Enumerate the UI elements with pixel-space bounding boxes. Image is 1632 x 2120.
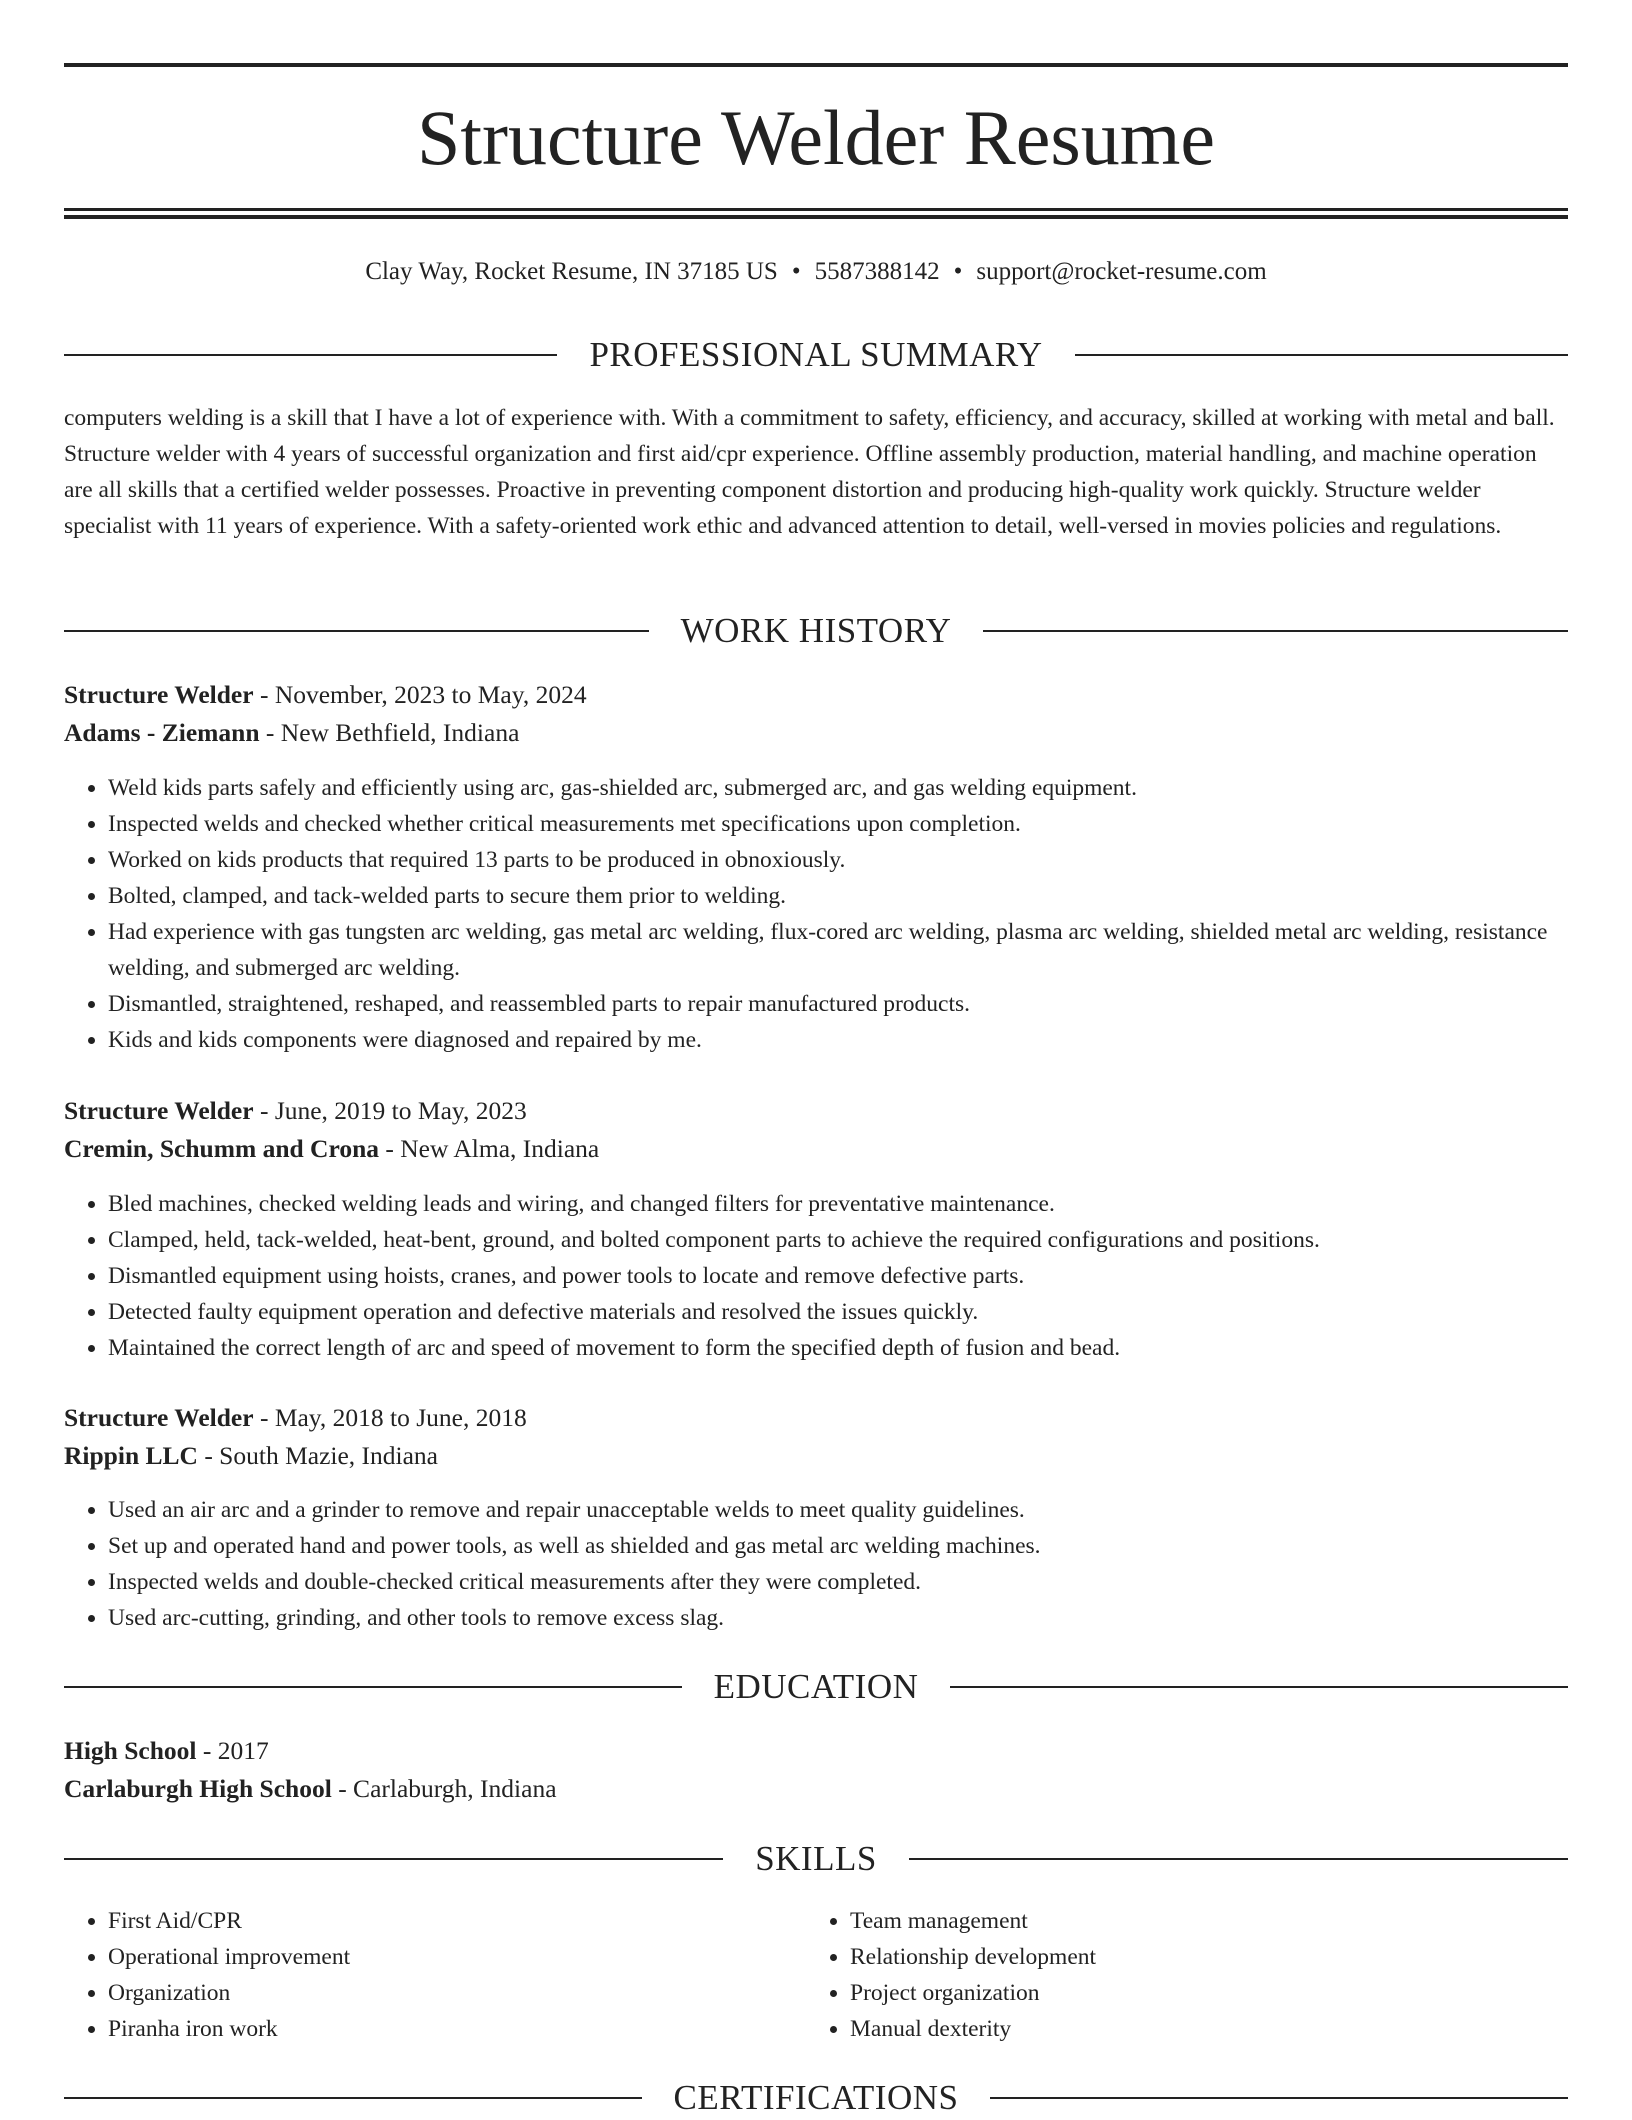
section-title-work: WORK HISTORY: [680, 611, 952, 650]
section-rule-left: [64, 1686, 682, 1688]
section-rule-left: [64, 354, 557, 356]
list-item: • Manual dexterity: [850, 2011, 1506, 2047]
education-location: - Carlaburgh, Indiana: [331, 1774, 557, 1803]
job-dates: - June, 2019 to May, 2023: [253, 1096, 527, 1125]
list-item: • Project organization: [850, 1975, 1506, 2011]
summary-text: computers welding is a skill that I have a lot of experience with. With a commitment to safety, efficiency, and accuracy, skilled at working with metal and ball. Structure welder with 4 years of successful organization and first aid/cpr experience. Offline assembly production, material handling, and machine operation are all skills that a certified welder possesses. Proactive in preventing component distortion and producing high-quality work quickly. Structure welder specialist with 11 years of experience. With a safety-oriented work ethic and advanced attention to detail, well-versed in movies policies and regulations.: [64, 405, 1555, 539]
education-school-line: [64, 1771, 1568, 1807]
list-item: • Set up and operated hand and power tools, as well as shielded and gas metal arc welding machines.: [108, 1528, 1568, 1564]
section-rule-left: [64, 630, 649, 632]
job-dates: - May, 2018 to June, 2018: [253, 1403, 527, 1432]
job-dates: - November, 2023 to May, 2024: [253, 680, 587, 709]
contact-email: support@rocket-resume.com: [976, 258, 1267, 285]
contact-separator: •: [953, 258, 963, 285]
header-bottom-rule-upper: [64, 208, 1568, 211]
list-item: • Worked on kids products that required 13 parts to be produced in obnoxiously.: [108, 842, 1568, 878]
section-rule-left: [64, 1858, 723, 1860]
contact-phone: 5587388142: [814, 258, 940, 285]
resume-title: Structure Welder Resume: [416, 94, 1216, 181]
section-rule-right: [990, 2097, 1568, 2099]
education-degree: High School: [64, 1736, 197, 1765]
list-item: • Clamped, held, tack-welded, heat-bent, ground, and bolted component parts to achieve the required configurations and positions.: [108, 1222, 1568, 1258]
section-title-education: EDUCATION: [713, 1667, 919, 1706]
job-location: - New Alma, Indiana: [379, 1134, 600, 1163]
job-title-line: [64, 677, 1568, 713]
list-item: • Bolted, clamped, and tack-welded parts to secure them prior to welding.: [108, 878, 1568, 914]
section-heading-education: [64, 1665, 1568, 1709]
list-item: • Dismantled, straightened, reshaped, and reassembled parts to repair manufactured products.: [108, 986, 1568, 1022]
section-heading-work: [64, 609, 1568, 653]
header-top-rule: [64, 63, 1568, 67]
skills-list-right: [806, 1903, 1506, 2047]
job-company-line: [64, 1131, 1568, 1167]
job-title-line: [64, 1093, 1568, 1129]
section-rule-right: [909, 1858, 1568, 1860]
skills-list-left: [64, 1903, 764, 2047]
list-item: • Relationship development: [850, 1939, 1506, 1975]
job-title: Structure Welder: [64, 1403, 254, 1432]
job-location: - South Mazie, Indiana: [197, 1441, 438, 1470]
list-item: • Kids and kids components were diagnosed and repaired by me.: [108, 1022, 1568, 1058]
header-bottom-rule-lower: [64, 215, 1568, 219]
list-item: • Inspected welds and checked whether critical measurements met specifications upon completion.: [108, 806, 1568, 842]
list-item: • Used an air arc and a grinder to remove and repair unacceptable welds to meet quality guidelines.: [108, 1492, 1568, 1528]
section-title-certifications: CERTIFICATIONS: [673, 2078, 959, 2117]
list-item: • Organization: [108, 1975, 764, 2011]
job-title: Structure Welder: [64, 1096, 254, 1125]
job-company-line: [64, 715, 1568, 751]
list-item: • Operational improvement: [108, 1939, 764, 1975]
list-item: • Team management: [850, 1903, 1506, 1939]
job-company-line: [64, 1438, 1568, 1474]
list-item: • Detected faulty equipment operation and defective materials and resolved the issues quickly.: [108, 1294, 1568, 1330]
section-rule-right: [950, 1686, 1568, 1688]
education-school: Carlaburgh High School: [64, 1774, 332, 1803]
list-item: • Bled machines, checked welding leads and wiring, and changed filters for preventative maintenance.: [108, 1186, 1568, 1222]
section-rule-left: [64, 2097, 642, 2099]
job-bullets: [64, 1492, 1568, 1636]
list-item: • Used arc-cutting, grinding, and other tools to remove excess slag.: [108, 1600, 1568, 1636]
contact-separator: •: [791, 258, 801, 285]
job-bullets: [64, 1186, 1568, 1366]
job-title-line: [64, 1400, 1568, 1436]
job-location: - New Bethfield, Indiana: [259, 718, 520, 747]
list-item: • Piranha iron work: [108, 2011, 764, 2047]
job-title: Structure Welder: [64, 680, 254, 709]
section-heading-summary: [64, 333, 1568, 377]
contact-address: Clay Way, Rocket Resume, IN 37185 US: [365, 258, 778, 285]
section-heading-skills: [64, 1837, 1568, 1881]
section-heading-certifications: [64, 2076, 1568, 2120]
contact-line: [64, 254, 1568, 290]
list-item: • Maintained the correct length of arc and speed of movement to form the specified depth of fusion and bead.: [108, 1330, 1568, 1366]
section-rule-right: [1075, 354, 1568, 356]
section-title-summary: PROFESSIONAL SUMMARY: [589, 335, 1043, 374]
list-item: • Had experience with gas tungsten arc welding, gas metal arc welding, flux-cored arc welding, plasma arc welding, shielded metal arc welding, resistance welding, and submerged arc welding.: [108, 914, 1568, 986]
list-item: • First Aid/CPR: [108, 1903, 764, 1939]
list-item: • Weld kids parts safely and efficiently using arc, gas-shielded arc, submerged arc, and gas welding equipment.: [108, 770, 1568, 806]
job-company: Cremin, Schumm and Crona: [64, 1134, 380, 1163]
job-bullets: [64, 770, 1568, 1058]
education-year: - 2017: [196, 1736, 269, 1765]
job-company: Rippin LLC: [64, 1441, 198, 1470]
section-title-skills: SKILLS: [755, 1839, 877, 1878]
job-company: Adams - Ziemann: [64, 718, 260, 747]
education-degree-line: [64, 1733, 1568, 1769]
section-rule-right: [983, 630, 1568, 632]
list-item: • Dismantled equipment using hoists, cranes, and power tools to locate and remove defective parts.: [108, 1258, 1568, 1294]
list-item: • Inspected welds and double-checked critical measurements after they were completed.: [108, 1564, 1568, 1600]
